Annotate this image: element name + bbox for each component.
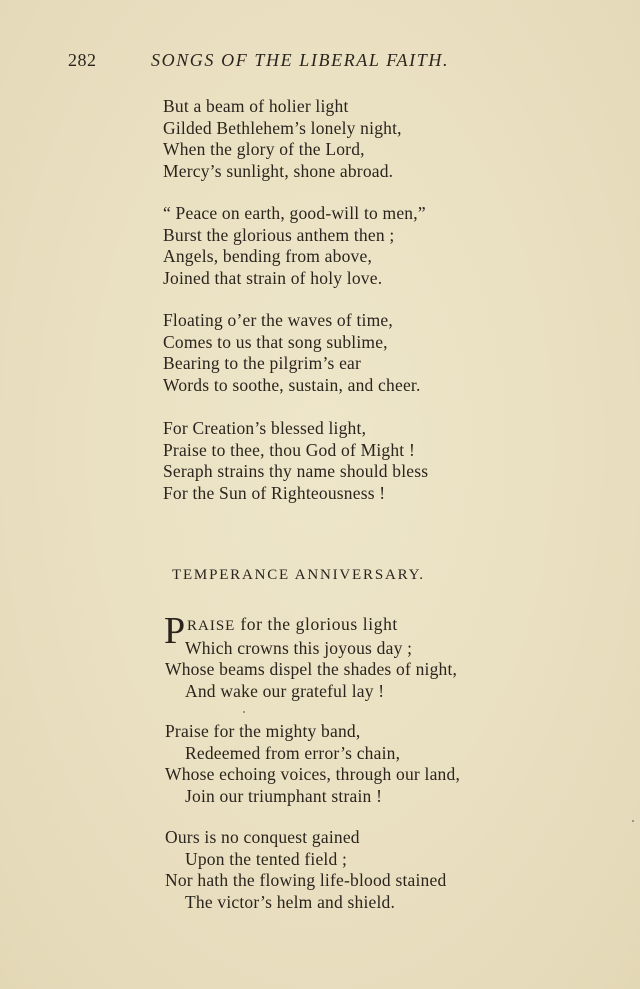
page-header xyxy=(68,50,480,74)
poem-line: Comes to us that song sublime, xyxy=(163,331,388,352)
poem-line: Redeemed from error’s chain, xyxy=(185,742,401,763)
poem1-stanza-3 xyxy=(163,310,421,396)
poem-line: Ours is no conquest gained xyxy=(165,827,360,847)
first-word: RAISE xyxy=(187,618,236,634)
poem-line: Burst the glorious anthem then ; xyxy=(163,224,395,245)
page-number: 282 xyxy=(68,50,97,70)
poem-line: Which crowns this joyous day ; xyxy=(185,637,413,658)
poem-line: Nor hath the flowing life-blood stained xyxy=(165,870,447,890)
poem-line: Gilded Bethlehem’s lonely night, xyxy=(163,117,402,138)
poem2-stanza-2 xyxy=(165,721,460,807)
poem-line: Mercy’s sunlight, shone abroad. xyxy=(163,160,394,181)
poem1-stanza-2 xyxy=(163,203,426,289)
poem-line: The victor’s helm and shield. xyxy=(185,891,396,912)
poem-line: For Creation’s blessed light, xyxy=(163,418,367,438)
poem-line: Words to soothe, sustain, and cheer. xyxy=(163,374,421,395)
poem-line: Angels, bending from above, xyxy=(163,246,373,266)
poem1-stanza-4 xyxy=(163,418,428,504)
poem-line: And wake our grateful lay ! xyxy=(185,680,385,701)
poem-line: Bearing to the pilgrim’s ear xyxy=(163,353,362,373)
poem1-stanza-1 xyxy=(163,96,402,182)
poem-line: For the Sun of Righteousness ! xyxy=(163,482,386,503)
poem-line: Praise to thee, thou God of Might ! xyxy=(163,439,415,460)
poem-line: Whose beams dispel the shades of night, xyxy=(165,659,458,679)
poem-line: Upon the tented field ; xyxy=(185,848,348,869)
drop-cap: P xyxy=(164,610,186,652)
running-head: SONGS OF THE LIBERAL FAITH. xyxy=(151,50,450,70)
paper-speck xyxy=(632,820,634,822)
poem-line: But a beam of holier light xyxy=(163,96,349,116)
poem-line: Join our triumphant strain ! xyxy=(185,785,383,806)
poem-line: “ Peace on earth, good-will to men,” xyxy=(163,203,426,223)
poem-line: Joined that strain of holy love. xyxy=(163,267,383,288)
poem2-title: TEMPERANCE ANNIVERSARY. xyxy=(172,567,425,583)
poem-line: Whose echoing voices, through our land, xyxy=(165,764,461,784)
paper-speck xyxy=(243,711,245,713)
first-line-tail: for the glorious light xyxy=(235,614,398,634)
poem2-stanza-1 xyxy=(164,610,458,702)
poem-line: When the glory of the Lord, xyxy=(163,139,365,159)
poem-line: Seraph strains thy name should bless xyxy=(163,461,429,481)
poem2-stanza-3 xyxy=(165,827,446,913)
poem-line: Floating o’er the waves of time, xyxy=(163,310,393,330)
poem-line: Praise for the mighty band, xyxy=(165,721,361,741)
